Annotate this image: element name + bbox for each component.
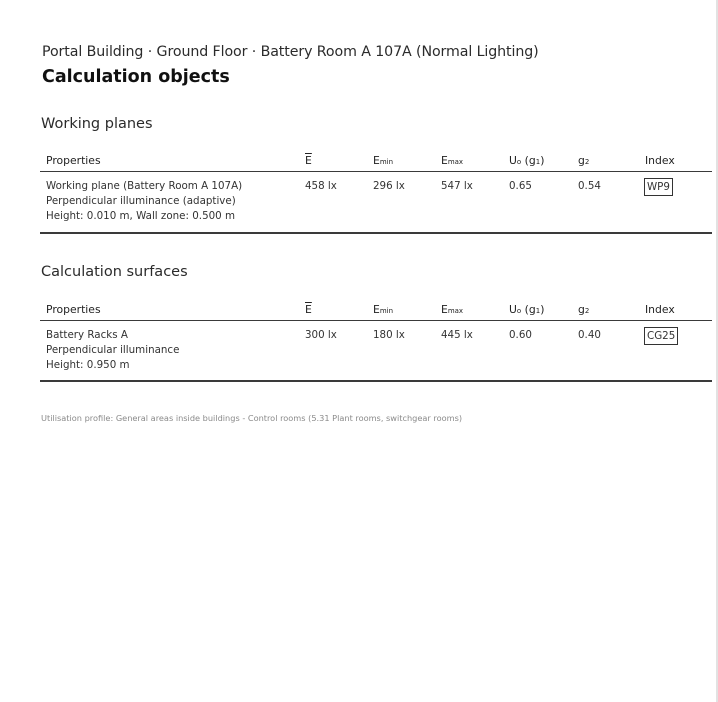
header-g2-sub: 2 [584, 158, 590, 166]
header-uo-paren-sub: 1 [535, 307, 541, 315]
header-uo-paren-sub: 1 [535, 158, 541, 166]
header-uo [509, 303, 544, 316]
header-g2-label: g [578, 303, 585, 316]
calculation-surfaces-title: Calculation surfaces [41, 264, 188, 280]
header-uo-label: U [509, 154, 517, 167]
row-uo: 0.60 [509, 329, 532, 341]
row-index-badge[interactable]: CG25 [644, 327, 678, 345]
header-uo-close: ) [540, 303, 545, 316]
header-e-max-label: E [441, 303, 448, 316]
row-e-avg: 458 lx [305, 180, 337, 192]
section-bottom-divider [40, 380, 712, 382]
row-name: Working plane (Battery Room A 107A) [46, 180, 243, 192]
header-uo-paren: (g [524, 154, 536, 167]
row-name: Battery Racks A [46, 329, 128, 341]
row-detail: Height: 0.950 m [46, 359, 130, 371]
header-e-avg [305, 303, 312, 316]
row-index-badge[interactable]: WP9 [644, 178, 673, 196]
header-uo [509, 154, 544, 167]
row-e-min: 180 lx [373, 329, 405, 341]
header-uo-sub: o [516, 307, 522, 315]
header-uo-sub: o [516, 158, 522, 166]
header-e-min-label: E [373, 154, 380, 167]
header-e-min-sub: min [379, 307, 394, 315]
row-type: Perpendicular illuminance (adaptive) [46, 195, 236, 207]
header-e-max-sub: max [447, 158, 464, 166]
row-e-min: 296 lx [373, 180, 405, 192]
footnote: Utilisation profile: General areas inside buildings - Control rooms (5.31 Plant rooms, switchgear rooms) [41, 413, 463, 423]
row-uo: 0.65 [509, 180, 532, 192]
header-properties: Properties [46, 154, 101, 167]
header-index: Index [645, 154, 675, 167]
header-e-min [373, 154, 393, 167]
header-e-avg [305, 154, 312, 167]
header-e-min [373, 303, 393, 316]
header-e-avg-label: $\overline{E}$ [305, 303, 312, 316]
row-e-avg: 300 lx [305, 329, 337, 341]
row-detail: Height: 0.010 m, Wall zone: 0.500 m [46, 210, 236, 222]
header-g2-label: g [578, 154, 585, 167]
header-e-max-label: E [441, 154, 448, 167]
header-uo-close: ) [540, 154, 545, 167]
header-uo-paren: (g [524, 303, 536, 316]
header-divider [40, 171, 712, 172]
working-planes-title: Working planes [41, 116, 153, 132]
header-index: Index [645, 303, 675, 316]
breadcrumb: Portal Building · Ground Floor · Battery Room A 107A (Normal Lighting) [42, 44, 539, 60]
header-e-avg-label: $\overline{E}$ [305, 154, 312, 167]
header-e-min-sub: min [379, 158, 394, 166]
row-g2: 0.54 [578, 180, 601, 192]
header-g2-sub: 2 [584, 307, 590, 315]
header-e-max [441, 154, 463, 167]
header-e-max [441, 303, 463, 316]
header-g2 [578, 154, 589, 167]
header-g2 [578, 303, 589, 316]
page-title: Calculation objects [42, 67, 230, 87]
header-divider [40, 320, 712, 321]
header-e-max-sub: max [447, 307, 464, 315]
row-e-max: 445 lx [441, 329, 473, 341]
header-e-min-label: E [373, 303, 380, 316]
section-bottom-divider [40, 232, 712, 234]
row-g2: 0.40 [578, 329, 601, 341]
header-properties: Properties [46, 303, 101, 316]
header-uo-label: U [509, 303, 517, 316]
row-e-max: 547 lx [441, 180, 473, 192]
row-type: Perpendicular illuminance [46, 344, 180, 356]
